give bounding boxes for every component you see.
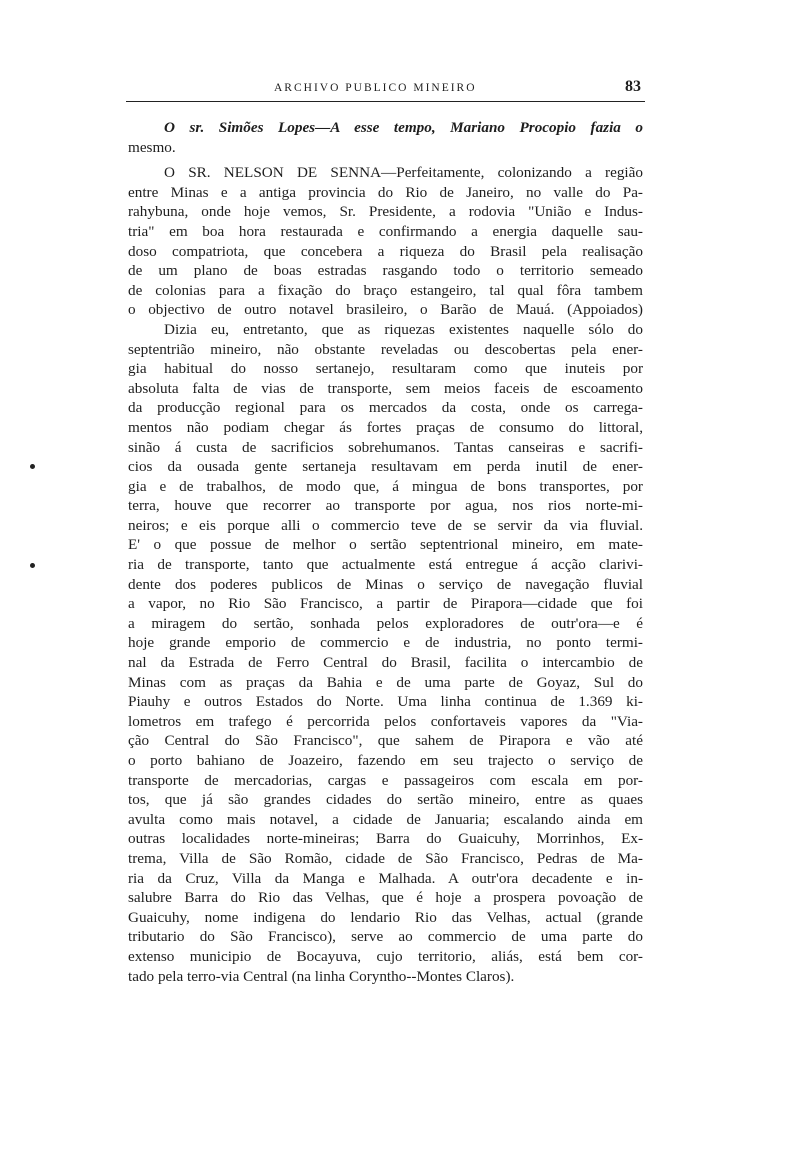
text-line: avulta como mais notavel, a cidade de Januaria; escalando ainda em xyxy=(128,810,643,828)
text-line: Minas com as praças da Bahia e de uma parte de Goyaz, Sul do xyxy=(128,673,643,691)
text-line: tributario do São Francisco), serve ao commercio de uma parte do xyxy=(128,928,643,946)
text-line: ria da Cruz, Villa da Manga e Malhada. A outr'ora decadente e in- xyxy=(128,869,643,887)
text-line: E' o que possue de melhor o sertão septentrional mineiro, em mate- xyxy=(128,536,643,554)
text-line: Piauhy e outros Estados do Norte. Uma linha continua de 1.369 ki- xyxy=(128,693,643,711)
margin-mark xyxy=(30,464,35,469)
text-line: tado pela terro-via Central (na linha Coryntho--Montes Claros). xyxy=(128,967,515,985)
text-line: mesmo. xyxy=(128,138,176,156)
text-line: tria" em boa hora restaurada e confirmando a energia daquelle sau- xyxy=(128,222,643,240)
text-line: a vapor, no Rio São Francisco, a partir de Pirapora—cidade que foi xyxy=(128,595,643,613)
text-line: tos, que já são grandes cidades do sertão mineiro, entre as quaes xyxy=(128,791,643,809)
header-rule xyxy=(126,101,645,102)
header-title: ARCHIVO PUBLICO MINEIRO xyxy=(274,82,477,94)
text-line: sinão á custa de sacrificios sobrehumanos. Tantas canseiras e sacrifi- xyxy=(128,438,643,456)
text-line: salubre Barra do Rio das Velhas, que é hoje a prospera povoação de xyxy=(128,889,643,907)
text-line: terra, houve que recorrer ao transporte por agua, nos rios norte-mi- xyxy=(128,497,643,515)
text-line: de um plano de boas estradas rasgando todo o territorio semeado xyxy=(128,262,643,280)
body-text xyxy=(128,118,643,986)
text-line: neiros; e eis porque alli o commercio teve de se servir da via fluvial. xyxy=(128,516,643,534)
text-line: dente dos poderes publicos de Minas o serviço de navegação fluvial xyxy=(128,575,643,593)
page-number: 83 xyxy=(625,78,641,95)
text-line: O SR. NELSON DE SENNA—Perfeitamente, colonizando a região xyxy=(164,164,643,182)
text-line: outras localidades norte-mineiras; Barra do Guaicuhy, Morrinhos, Ex- xyxy=(128,830,643,848)
text-line: Guaicuhy, nome indigena do lendario Rio das Velhas, actual (grande xyxy=(128,908,643,926)
text-line: transporte de mercadorias, cargas e passageiros com escala em por- xyxy=(128,771,643,789)
text-line: doso compatriota, que concebera a riqueza do Brasil pela realisação xyxy=(128,242,643,260)
text-line: extenso municipio de Bocayuva, cujo territorio, aliás, está bem cor- xyxy=(128,947,643,965)
text-line: de colonias para a fixação do braço estangeiro, tal qual fôra tambem xyxy=(128,281,643,299)
text-line: septentrião mineiro, não obstante reveladas ou descobertas pela ener- xyxy=(128,340,643,358)
text-line: absoluta falta de vias de transporte, sem meios faceis de escoamento xyxy=(128,379,643,397)
text-line: o porto bahiano de Joazeiro, fazendo em seu trajecto o serviço de xyxy=(128,752,643,769)
margin-mark xyxy=(30,563,35,568)
text-line: entre Minas e a antiga provincia do Rio de Janeiro, no valle do Pa- xyxy=(128,183,643,201)
text-line: rahybuna, onde hoje vemos, Sr. Presidente, a rodovia "União e Indus- xyxy=(128,203,643,221)
text-line: gia habitual do nosso sertanejo, resultaram como que inuteis por xyxy=(128,360,643,378)
text-line: nal da Estrada de Ferro Central do Brasil, facilita o intercambio de xyxy=(128,654,643,672)
text-line: ção Central do São Francisco", que sahem de Pirapora e vão até xyxy=(128,732,643,750)
text-line: lometros em trafego é percorrida pelos confortaveis vapores da "Via- xyxy=(128,712,643,730)
text-line: hoje grande emporio de commercio e de industria, no ponto termi- xyxy=(128,634,643,652)
text-line: da producção regional para os mercados da costa, onde os carrega- xyxy=(128,399,643,417)
text-line: Dizia eu, entretanto, que as riquezas existentes naquelle sólo do xyxy=(164,320,643,338)
text-line: O sr. Simões Lopes—A esse tempo, Mariano Procopio fazia o xyxy=(164,119,643,136)
text-line: trema, Villa de São Romão, cidade de São Francisco, Pedras de Ma- xyxy=(128,849,643,867)
text-line: ria de transporte, tanto que actualmente está entregue á acção clarivi- xyxy=(128,556,643,574)
text-line: mentos não podiam chegar ás fortes praças de consumo do littoral, xyxy=(128,418,643,436)
text-line: a miragem do sertão, sonhada pelos exploradores de outr'ora—e é xyxy=(128,614,643,632)
text-line: o objectivo de outro notavel brasileiro, o Barão de Mauá. (Appoiados) xyxy=(128,301,643,319)
text-line: gia e de trabalhos, de modo que, á mingua de bons transportes, por xyxy=(128,477,643,495)
text-line: cios da ousada gente sertaneja resultavam em perda inutil de ener- xyxy=(128,458,643,476)
